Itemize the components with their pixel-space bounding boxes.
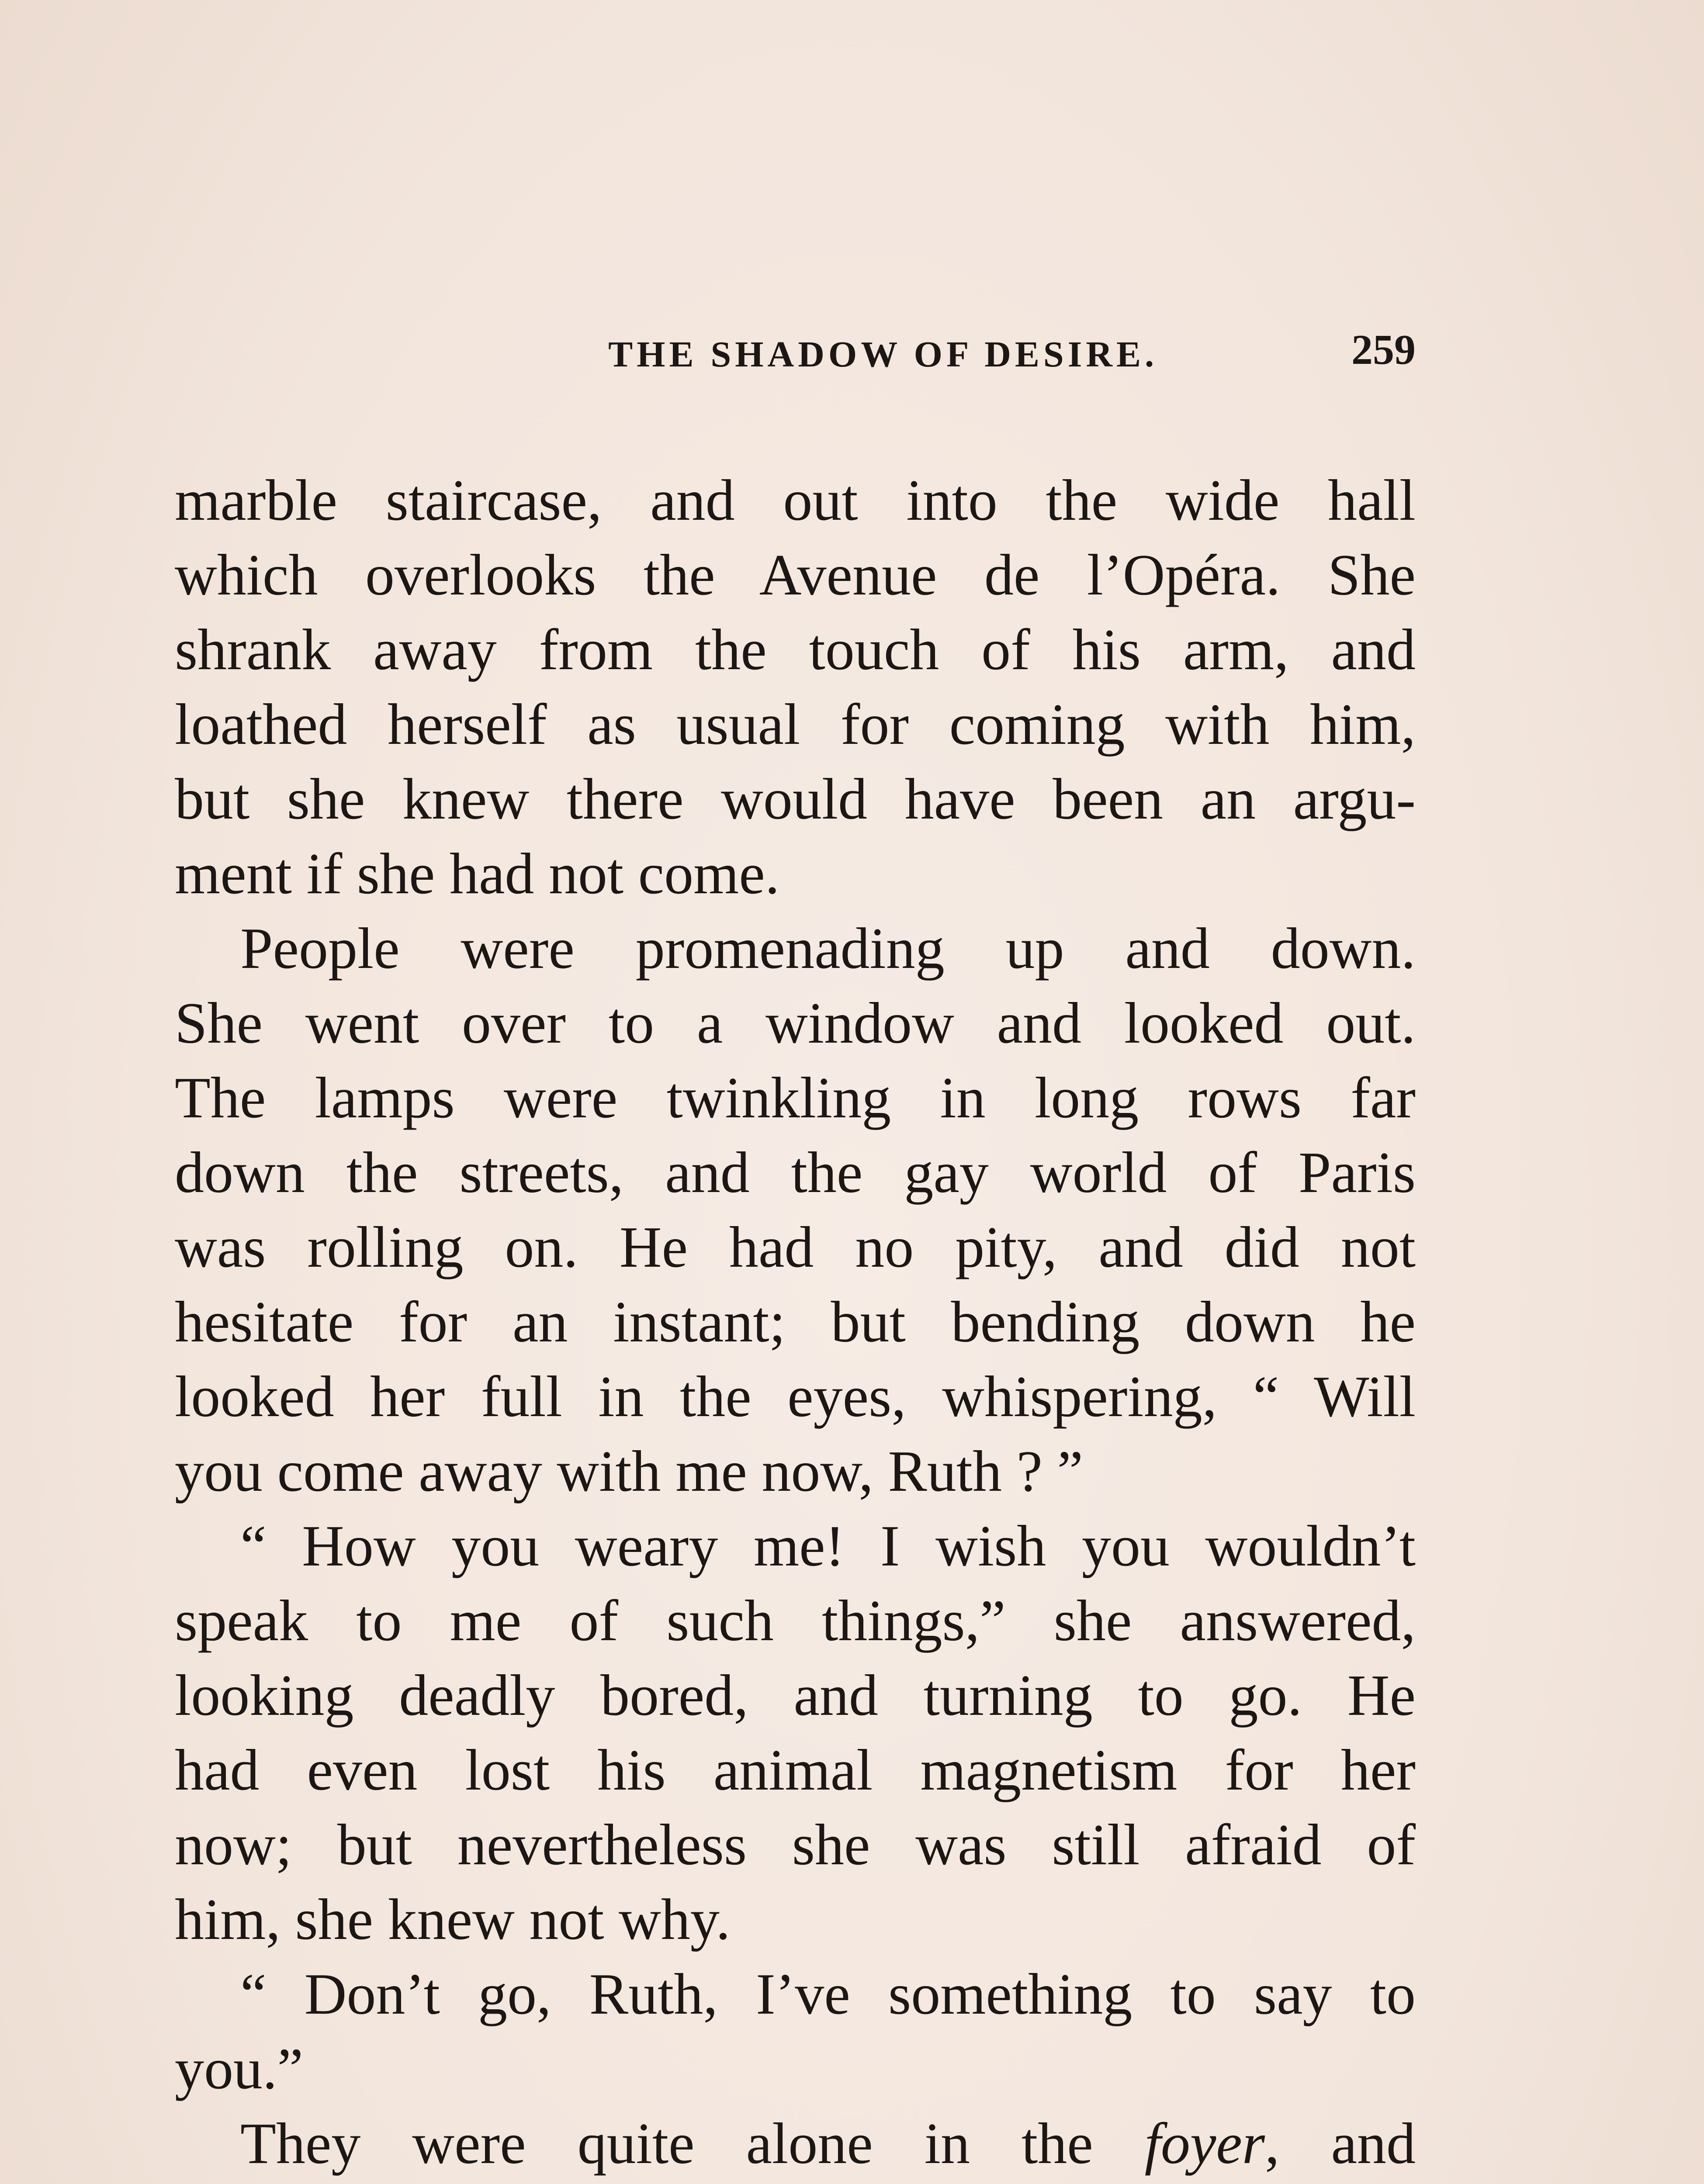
text-line: People were promenading up and down. [240, 916, 1416, 981]
text-line: “ Don’t go, Ruth, I’ve something to say to [240, 1962, 1416, 2026]
body-text [175, 463, 1416, 2184]
text-line: speak to me of such things,” she answered, [175, 1588, 1416, 1653]
text-line: now; but nevertheless she was still afraid of [175, 1812, 1416, 1877]
text-line: him, she knew not why. [175, 1887, 731, 1952]
paragraph-4 [175, 1957, 1416, 2106]
text-line: which overlooks the Avenue de l’Opéra. She [175, 543, 1416, 607]
text-line: She went over to a window and looked out. [175, 991, 1416, 1055]
text-line: marble staircase, and out into the wide hall [175, 468, 1416, 532]
running-title: THE SHADOW OF DESIRE. [608, 334, 1158, 375]
text-line: loathed herself as usual for coming with him, [175, 692, 1416, 757]
text-line: “ How you weary me! I wish you wouldn’t [240, 1514, 1416, 1578]
text-line: you.” [175, 2036, 303, 2101]
paragraph-5 [175, 2106, 1416, 2184]
text-line: you come away with me now, Ruth ? ” [175, 1439, 1083, 1503]
italic-word: foyer [1144, 2111, 1265, 2176]
paragraph-2 [175, 911, 1416, 1509]
text-line: hesitate for an instant; but bending down he [175, 1289, 1416, 1354]
text-line: shrank away from the touch of his arm, and [175, 617, 1416, 682]
text-line: down the streets, and the gay world of Paris [175, 1140, 1416, 1205]
text-line: looked her full in the eyes, whispering, “ Will [175, 1364, 1416, 1429]
text-line: ment if she had not come. [175, 841, 780, 906]
text-line [175, 2181, 1416, 2184]
paragraph-1 [175, 463, 1416, 911]
text-line: The lamps were twinkling in long rows far [175, 1065, 1416, 1130]
text-line: but she knew there would have been an argu- [175, 767, 1416, 831]
text-line: looking deadly bored, and turning to go. He [175, 1663, 1416, 1728]
paragraph-3 [175, 1509, 1416, 1957]
text-line: was rolling on. He had no pity, and did not [175, 1215, 1416, 1279]
text-line: They were quite alone in the foyer, and [240, 2111, 1416, 2176]
running-head [175, 325, 1416, 378]
text-line: had even lost his animal magnetism for her [175, 1738, 1416, 1802]
page-number: 259 [1351, 326, 1416, 373]
